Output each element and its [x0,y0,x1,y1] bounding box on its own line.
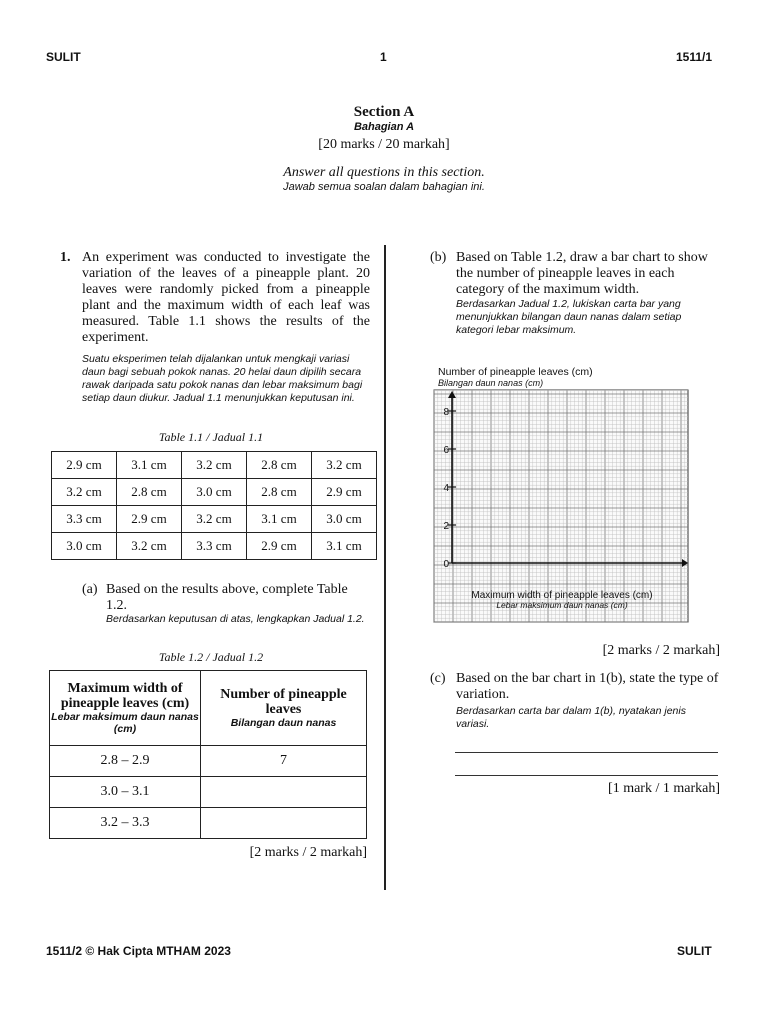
table-1-2-header-width [50,671,201,746]
page-number: 1 [380,50,387,64]
x-axis-title: Maximum width of pineapple leaves (cm) [471,590,653,601]
table-1-2-header-number [201,671,367,746]
question-number: 1. [60,250,71,265]
question-text-ms: Suatu eksperimen telah dijalankan untuk mengkaji variasi daun bagi sebuah pokok nanas. 20 helai daun dipilih secara rawak daripada satu pokok nanas dan lebar maksimum bagi setiap daun diukur. Jadual 1.1 menunjukkan keputusan ini. [82,353,363,404]
part-c-marks: [1 mark / 1 markah] [608,781,720,796]
section-instruction-ms: Jawab semua soalan dalam bahagian ini. [283,181,485,193]
table-1-1-cell: 3.3 cm [52,506,117,533]
table-1-1-cell: 3.1 cm [117,452,182,479]
table-1-2-range: 3.0 – 3.1 [50,777,201,808]
section-marks: [20 marks / 20 markah] [318,137,450,152]
part-b-label: (b) [430,250,447,265]
header-left: SULIT [46,50,81,64]
table-1-2-count[interactable] [201,808,367,839]
part-a-text: Based on the results above, complete Table 1.2. [106,582,348,613]
part-b-text: Based on Table 1.2, draw a bar chart to show the number of pineapple leaves in each category of the maximum width. [456,250,708,297]
header-width-en: Maximum width of pineapple leaves (cm) [60,681,190,711]
part-b-marks: [2 marks / 2 markah] [602,643,720,658]
table-1-1-row [52,533,377,560]
table-1-1-cell: 3.2 cm [117,533,182,560]
y-tick-label: 4 [443,483,449,494]
part-a-text-ms: Berdasarkan keputusan di atas, lengkapkan Jadual 1.2. [106,613,365,625]
part-c-text-ms: Berdasarkan carta bar dalam 1(b), nyatakan jenis variasi. [456,705,686,730]
table-1-1-cell: 2.9 cm [117,506,182,533]
table-1-2-caption: Table 1.2 / Jadual 1.2 [158,650,264,664]
section-title-ms: Bahagian A [353,121,415,133]
table-1-1-cell: 2.9 cm [52,452,117,479]
table-1-1-cell: 3.0 cm [52,533,117,560]
table-1-2-range: 3.2 – 3.3 [50,808,201,839]
table-1-1-cell: 3.3 cm [182,533,247,560]
y-tick-label: 6 [443,445,449,456]
table-1-2-count[interactable] [201,777,367,808]
table-1-1-caption: Table 1.1 / Jadual 1.1 [158,430,264,444]
table-1-1-cell: 3.1 cm [312,533,377,560]
answer-line[interactable] [455,775,718,776]
y-tick-label: 8 [443,407,449,418]
table-1-1-cell: 3.1 cm [247,506,312,533]
question-text: An experiment was conducted to investigate the variation of the leaves of a pineapple plant. 20 leaves were randomly picked from a pineapple plant and the maximum width of each leaf was measured. Table 1.1 shows the results of the experiment. [82,250,370,345]
bar-chart-grid[interactable] [432,362,690,624]
table-1-2-count[interactable]: 7 [201,746,367,777]
table-1-1-row [52,479,377,506]
table-1-2 [49,670,367,839]
table-1-1-cell: 3.0 cm [312,506,377,533]
answer-line[interactable] [455,752,718,753]
y-tick-label: 2 [443,521,449,532]
table-1-1 [51,451,377,560]
header-width-ms: Lebar maksimum daun nanas (cm) [51,711,199,735]
table-1-1-cell: 2.8 cm [247,479,312,506]
column-divider [384,245,386,890]
header-right: 1511/1 [676,50,713,64]
footer-left: 1511/2 © Hak Cipta MTHAM 2023 [46,944,231,958]
table-1-1-cell: 2.8 cm [117,479,182,506]
y-axis-title-ms: Bilangan daun nanas (cm) [438,378,544,388]
section-heading [0,104,768,193]
y-tick-label: 0 [443,559,449,570]
table-1-1-cell: 3.2 cm [52,479,117,506]
part-a-label: (a) [82,582,98,597]
table-1-1-cell: 3.2 cm [182,452,247,479]
x-axis-title-ms: Lebar maksimum daun nanas (cm) [496,600,628,610]
header-number-en: Number of pineapple leaves [220,687,347,717]
part-c-text: Based on the bar chart in 1(b), state the type of variation. [456,671,719,702]
table-1-1-cell: 2.8 cm [247,452,312,479]
table-1-1-cell: 2.9 cm [312,479,377,506]
part-a-marks: [2 marks / 2 markah] [249,845,367,860]
table-1-1-row [52,452,377,479]
section-title: Section A [353,104,415,120]
y-axis-title: Number of pineapple leaves (cm) [438,366,593,378]
section-instruction: Answer all questions in this section. [283,165,485,180]
table-1-1-cell: 3.0 cm [182,479,247,506]
table-1-1-cell: 3.2 cm [182,506,247,533]
footer-right: SULIT [677,944,712,958]
header-number-ms: Bilangan daun nanas [230,717,337,729]
table-1-1-cell: 3.2 cm [312,452,377,479]
part-c-label: (c) [430,671,446,686]
part-b-text-ms: Berdasarkan Jadual 1.2, lukiskan carta bar yang menunjukkan bilangan daun nanas dalam setiap kategori lebar maksimum. [456,298,682,336]
table-1-1-row [52,506,377,533]
table-1-2-range: 2.8 – 2.9 [50,746,201,777]
table-1-1-cell: 2.9 cm [247,533,312,560]
